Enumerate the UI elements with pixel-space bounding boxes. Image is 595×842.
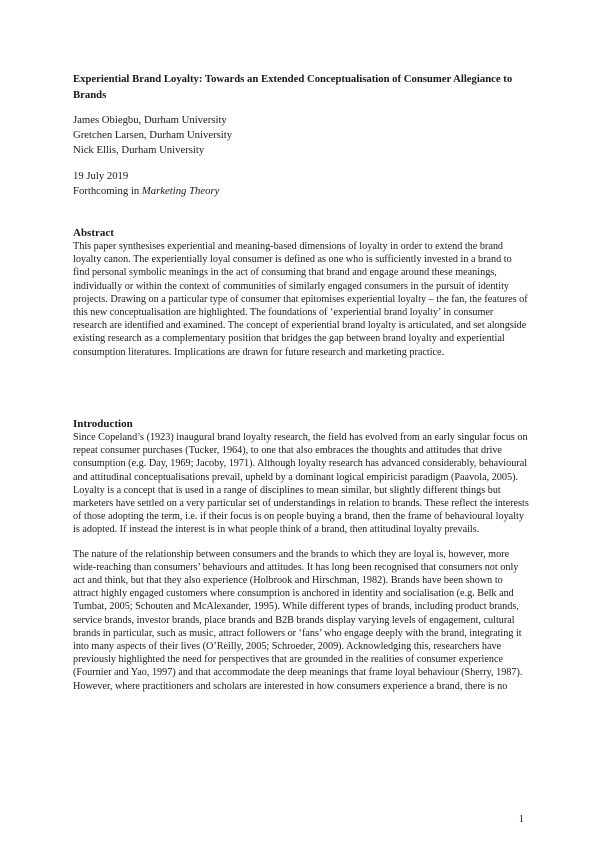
date: 19 July 2019 — [73, 170, 129, 182]
intro-paragraph-1: Since Copeland’s (1923) inaugural brand loyalty research, the field has evolved from an early singular focus on repeat consumer purchases (Tucker, 1964), to one that also embraces the thoughts and attitudes that drive consumption (e.g. Day, 1969; Jacoby, 1971). Although loyalty research has advanced considerably, behavioural and attitudinal conceptualisations prevail, upheld by a dominant logical empiricist paradigm (Paavola, 2005). Loyalty is a concept that is used in a range of disciplines to mean similar, but slightly different things but marketers have settled on a very particular set of understandings in relation to brands. These reflect the interests of those adopting the term, i.e. if their focus is on people buying a brand, then the frame of behavioural loyalty is adopted. If instead the interest is in what people think of a brand, then attitudinal loyalty prevails. — [73, 432, 529, 536]
forthcoming-note — [73, 184, 529, 199]
page-number: 1 — [518, 814, 524, 825]
abstract-section — [73, 226, 529, 359]
paper-title: Experiential Brand Loyalty: Towards an Extended Conceptualisation of Consumer Allegiance to Brands — [73, 73, 513, 101]
abstract-text: This paper synthesises experiential and meaning-based dimensions of loyalty in order to extend the brand loyalty canon. The experientially loyal consumer is defined as one who is sufficiently invested in a brand to find personal symbolic meanings in the act of consuming that brand and engage around these meanings, individually or within the context of communities of similarly engaged consumers in the pursuit of identity projects. Drawing on a particular type of consumer that epitomises experiential loyalty – the fan, the features of this new conceptualisation are highlighted. The foundations of ‘experiential brand loyalty’ in consumer research are identified and examined. The concept of experiential brand loyalty is articulated, and set alongside existing research as a complementary position that bridges the gap between brand loyalty and experiential consumption literatures. Implications are drawn for future research and marketing practice. — [73, 241, 528, 358]
date-block — [73, 169, 529, 199]
journal-name: Marketing Theory — [141, 185, 220, 197]
forthcoming-prefix: Forthcoming in — [73, 185, 142, 197]
author-3: Nick Ellis, Durham University — [73, 144, 205, 156]
author-1: James Obiegbu, Durham University — [73, 114, 227, 126]
introduction-heading: Introduction — [73, 418, 133, 430]
author-2: Gretchen Larsen, Durham University — [73, 129, 233, 141]
author-list — [73, 113, 529, 158]
introduction-section — [73, 417, 529, 693]
intro-paragraph-2: The nature of the relationship between consumers and the brands to which they are loyal is, however, more wide-reaching than consumers’ behaviours and attitudes. It has long been recognised that consumers not only act and think, but that they also experience (Holbrook and Hirschman, 1982). Brands have been shown to attract highly engaged customers where consumption is anchored in identity and socialisation (e.g. Belk and Tumbat, 2005; Schouten and McAlexander, 1995). While different types of brands, including product brands, service brands, investor brands, place brands and B2B brands display varying levels of engagement, cultural brands in particular, such as music, attract followers or ‘fans’ who engage deeply with the brand, integrating it into many aspects of their lives (O’Reilly, 2005; Schroeder, 2009). Acknowledging this, researchers have previously highlighted the need for perspectives that are grounded in the realities of consumer experience (Fournier and Yao, 1997) and that accommodate the deep meanings that frame loyal behaviour (Sherry, 1987). However, where practitioners and scholars are interested in how consumers experience a brand, there is no — [73, 548, 523, 692]
abstract-heading: Abstract — [73, 227, 114, 239]
